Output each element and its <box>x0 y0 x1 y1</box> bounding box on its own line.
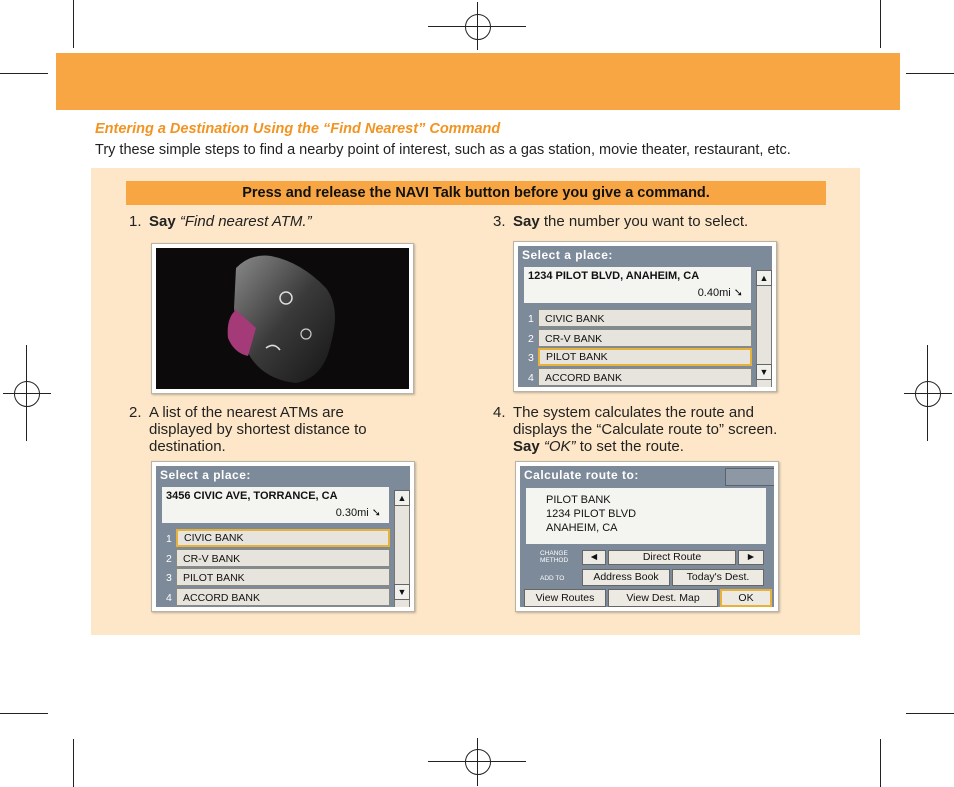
scroll-down-icon[interactable]: ▼ <box>394 584 410 600</box>
crop-mark <box>0 73 48 74</box>
step-text-line: displays the “Calculate route to” screen. <box>513 421 778 438</box>
registration-circle <box>465 14 491 40</box>
step-command: “OK” <box>543 438 576 455</box>
step-number: 3. <box>493 213 506 230</box>
step-text: to set the route. <box>575 438 684 455</box>
destination-street: 1234 PILOT BLVD <box>546 508 637 520</box>
step-verb: Say <box>513 213 540 230</box>
step-verb: Say <box>513 438 540 455</box>
command-bar: Press and release the NAVI Talk button before you give a command. <box>126 181 826 205</box>
list-item[interactable]: CIVIC BANK <box>176 529 390 547</box>
step-text-line: A list of the nearest ATMs are <box>149 404 344 421</box>
screen-title: Select a place: <box>522 248 613 262</box>
address-text: 3456 CIVIC AVE, TORRANCE, CA <box>166 490 338 502</box>
list-item[interactable]: CR-V BANK <box>538 329 752 347</box>
item-number: 4 <box>528 372 534 384</box>
item-number: 3 <box>166 572 172 584</box>
step-command: “Find nearest ATM.” <box>179 213 312 230</box>
item-number: 3 <box>528 352 534 364</box>
step-text-line: The system calculates the route and <box>513 404 754 421</box>
steering-switch-illustration <box>156 248 409 389</box>
route-next-button[interactable]: ► <box>738 550 764 565</box>
list-item[interactable]: CR-V BANK <box>176 549 390 567</box>
address-box <box>162 487 389 523</box>
crop-mark <box>880 739 881 787</box>
step-4 <box>493 404 777 455</box>
list-item[interactable]: ACCORD BANK <box>176 588 390 606</box>
registration-circle <box>915 381 941 407</box>
direction-arrow-icon: ➘ <box>733 287 743 299</box>
registration-circle <box>14 381 40 407</box>
scroll-up-icon[interactable]: ▲ <box>756 270 772 286</box>
add-to-label: ADD TO <box>540 575 565 582</box>
item-number: 1 <box>528 313 534 325</box>
scroll-down-icon[interactable]: ▼ <box>756 364 772 380</box>
navi-talk-switch-photo <box>151 243 414 394</box>
crop-mark <box>906 713 954 714</box>
step-verb: Say <box>149 213 176 230</box>
item-number: 2 <box>528 333 534 345</box>
step-number: 1. <box>129 213 142 230</box>
step-3 <box>493 213 748 230</box>
crop-mark <box>73 739 74 787</box>
crop-mark <box>0 713 48 714</box>
change-method-label: CHANGE METHOD <box>540 550 569 564</box>
view-dest-map-button[interactable]: View Dest. Map <box>608 589 718 607</box>
step-text-line: displayed by shortest distance to <box>149 421 367 438</box>
crop-mark <box>906 73 954 74</box>
destination-name: PILOT BANK <box>546 494 611 506</box>
crop-mark <box>73 0 74 48</box>
todays-dest-button[interactable]: Today's Dest. <box>672 569 764 586</box>
step-2 <box>129 404 367 455</box>
registration-circle <box>465 749 491 775</box>
view-routes-button[interactable]: View Routes <box>524 589 606 607</box>
select-place-screen-pilot <box>513 241 777 392</box>
address-box <box>524 267 751 303</box>
distance-text: 0.40mi ➘ <box>697 287 743 299</box>
step-1 <box>129 213 312 230</box>
title-side-box <box>725 468 774 486</box>
item-number: 1 <box>166 533 172 545</box>
list-item[interactable]: CIVIC BANK <box>538 309 752 327</box>
step-text-line: destination. <box>149 438 226 455</box>
item-number: 4 <box>166 592 172 604</box>
crop-mark <box>880 0 881 48</box>
item-number: 2 <box>166 553 172 565</box>
intro-text: Try these simple steps to find a nearby point of interest, such as a gas station, movie theater, restaurant, etc. <box>95 142 791 158</box>
section-title: Entering a Destination Using the “Find Nearest” Command <box>95 121 501 137</box>
address-book-button[interactable]: Address Book <box>582 569 670 586</box>
screen-title: Calculate route to: <box>524 468 639 482</box>
step-number: 2. <box>129 404 142 421</box>
direction-arrow-icon: ➘ <box>371 507 381 519</box>
step-text: the number you want to select. <box>539 213 749 230</box>
ok-button[interactable]: OK <box>720 589 772 607</box>
list-item[interactable]: PILOT BANK <box>538 348 752 366</box>
destination-city: ANAHEIM, CA <box>546 522 618 534</box>
select-place-screen-civic <box>151 461 415 612</box>
destination-box <box>526 488 766 544</box>
calculate-route-screen <box>515 461 779 612</box>
scroll-up-icon[interactable]: ▲ <box>394 490 410 506</box>
screen-title: Select a place: <box>160 468 251 482</box>
distance-text: 0.30mi ➘ <box>335 507 381 519</box>
list-item[interactable]: PILOT BANK <box>176 568 390 586</box>
list-item[interactable]: ACCORD BANK <box>538 368 752 386</box>
header-banner <box>56 53 900 110</box>
route-method-field[interactable]: Direct Route <box>608 550 736 565</box>
address-text: 1234 PILOT BLVD, ANAHEIM, CA <box>528 270 700 282</box>
route-prev-button[interactable]: ◄ <box>582 550 606 565</box>
step-number: 4. <box>493 404 506 421</box>
